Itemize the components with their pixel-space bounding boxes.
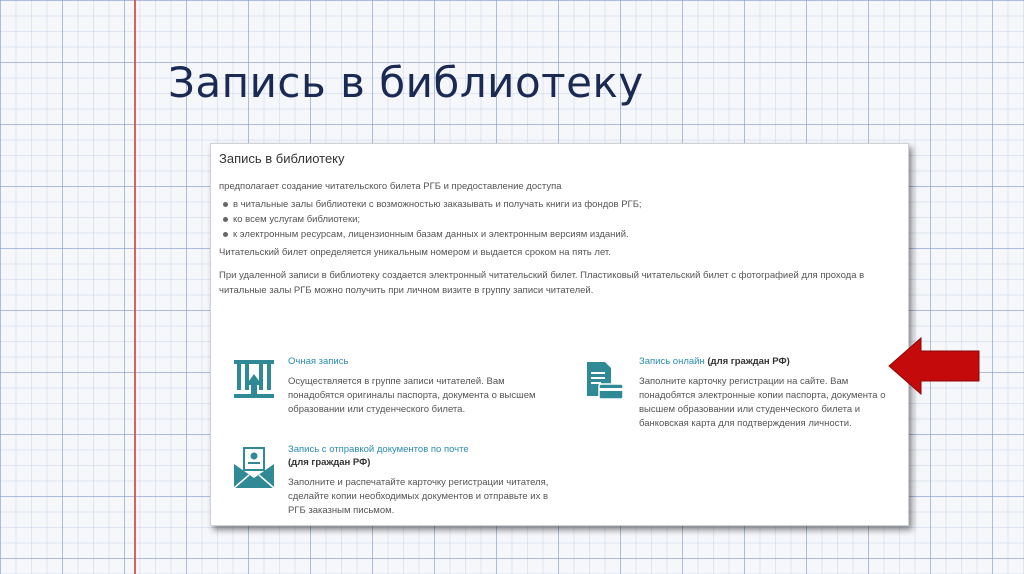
screenshot-card [210, 143, 909, 526]
document-card-icon [579, 356, 627, 404]
mail-registration-note: (для граждан РФ) [288, 457, 371, 468]
ticket-info-text: Читательский билет определяется уникальным номером и выдается сроком на пять лет. [219, 247, 611, 258]
method-in-person [230, 356, 550, 426]
building-icon [230, 356, 278, 404]
access-list [221, 197, 642, 242]
online-description: Заполните карточку регистрации на сайте. Вам понадобятся электронные копии паспорта, документа о высшем образовании или студенческого билета и банковская карта для подтверждения личности. [639, 376, 886, 429]
remote-registration-text: При удаленной записи в библиотеку создается электронный читательский билет. Пластиковый читательский билет с фотографией для прохода в читальные залы РГБ можно получить при личном визите в группу записи читателей. [219, 270, 865, 296]
in-person-description: Осуществляется в группе записи читателей. Вам понадобятся оригиналы паспорта, документа о высшем образовании или студенческого билета. [288, 376, 536, 415]
in-person-registration-link[interactable]: Очная запись [288, 356, 349, 367]
method-by-mail [230, 444, 550, 524]
left-arrow-icon [887, 334, 981, 398]
notebook-margin-line [134, 0, 136, 574]
list-item: к электронным ресурсам, лицензионным базам данных и электронным версиям изданий. [221, 227, 642, 242]
mail-envelope-icon [230, 444, 278, 492]
online-registration-note: (для граждан РФ) [707, 356, 790, 367]
intro-text: предполагает создание читательского билета РГБ и предоставление доступа [219, 181, 562, 192]
card-heading: Запись в библиотеку [219, 151, 345, 166]
mail-description: Заполните и распечатайте карточку регистрации читателя, сделайте копии необходимых документов и отправьте их в РГБ заказным письмом. [288, 477, 549, 516]
list-item: ко всем услугам библиотеки; [221, 212, 642, 227]
slide-title: Запись в библиотеку [168, 58, 644, 107]
mail-registration-link[interactable]: Запись с отправкой документов по почте [288, 444, 469, 455]
online-registration-link[interactable]: Запись онлайн [639, 356, 705, 367]
method-online [579, 356, 899, 446]
online-registration-heading [639, 356, 790, 367]
list-item: в читальные залы библиотеки с возможностью заказывать и получать книги из фондов РГБ; [221, 197, 642, 212]
